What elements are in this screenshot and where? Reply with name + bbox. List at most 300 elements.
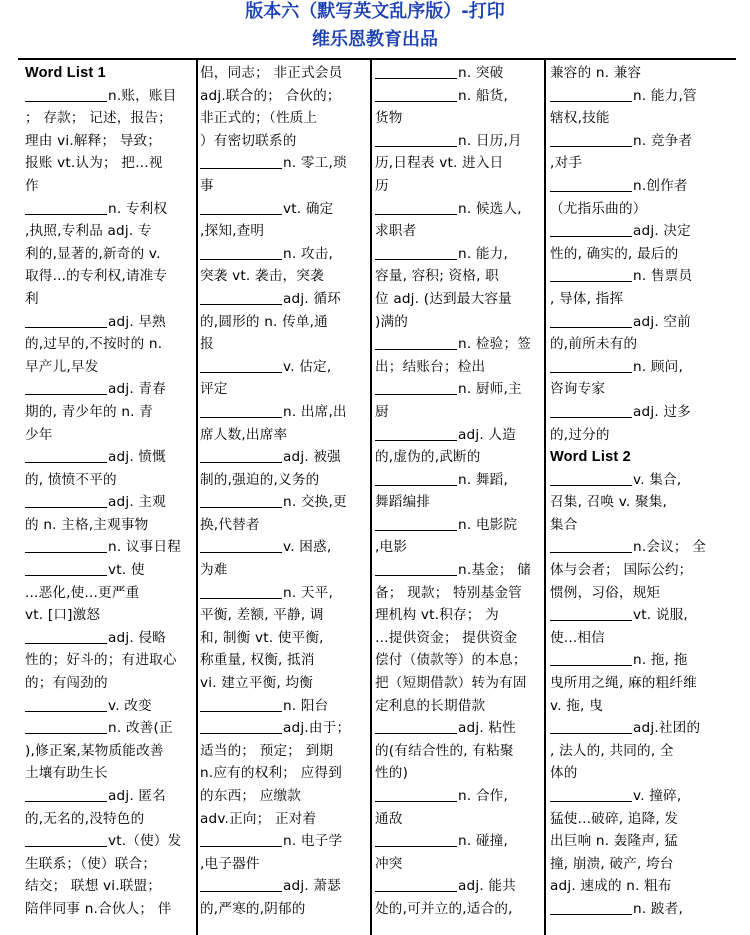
line-text: n. 跛者, — [633, 900, 683, 917]
answer-blank — [375, 877, 457, 892]
line-text: vt.（使）发 — [108, 833, 182, 850]
line-text: 期的, 青少年的 n. 青 — [25, 403, 153, 420]
line-text: 的；有闯劲的 — [25, 675, 108, 692]
definition-line — [25, 808, 193, 831]
answer-blank — [200, 493, 282, 508]
line-text: n.创作者 — [633, 177, 688, 194]
definition-line — [375, 649, 541, 672]
answer-blank — [550, 606, 632, 621]
definition-line — [25, 220, 193, 243]
line-text: 处的,可并立的,适合的, — [375, 900, 513, 917]
vocab-entry — [25, 378, 193, 401]
vocab-entry — [25, 717, 193, 740]
line-text: 的,无名的,没特色的 — [25, 810, 145, 827]
definition-line — [550, 491, 720, 514]
definition-line — [375, 107, 541, 130]
line-text: ...恶化,使...更严重 — [25, 584, 140, 601]
line-text: adj. 主观 — [108, 494, 166, 511]
line-text: adj. 决定 — [633, 223, 691, 240]
line-text: v. 改变 — [108, 697, 152, 714]
line-text: 辖权,技能 — [550, 110, 610, 127]
definition-line — [550, 198, 720, 221]
answer-blank — [25, 561, 107, 576]
line-text: ）有密切联系的 — [200, 132, 297, 149]
vocab-entry — [200, 491, 367, 514]
line-text: 作 — [25, 177, 39, 194]
vocab-entry — [375, 469, 541, 492]
line-text: n. 突破 — [458, 65, 504, 81]
definition-line — [375, 898, 541, 921]
line-text: 咨询专家 — [550, 381, 606, 398]
line-text: adj. 速成的 n. 粗布 — [550, 878, 672, 895]
line-text: 的,圆形的 n. 传单,通 — [200, 313, 328, 330]
line-text: 侣，同志； 非正式会员 — [200, 65, 343, 81]
vocab-entry — [200, 582, 367, 605]
answer-blank — [200, 200, 282, 215]
answer-blank — [550, 87, 632, 102]
line-text: 货物 — [375, 110, 403, 127]
line-text: ,电子器件 — [200, 855, 260, 872]
vocab-entry — [200, 536, 367, 559]
line-text: adj.社团的 — [633, 720, 701, 737]
vocab-entry — [375, 830, 541, 853]
line-text: 定利息的长期借款 — [375, 697, 486, 714]
answer-blank — [375, 245, 457, 260]
vocab-entry — [25, 785, 193, 808]
line-text: 的 n. 主格,主观事物 — [25, 516, 149, 533]
line-text: 的,过早的,不按时的 n. — [25, 336, 163, 353]
line-text: v. 撞碎, — [633, 788, 682, 804]
line-text: 称重量, 权衡, 抵消 — [200, 652, 315, 669]
line-text: 出巨响 n. 轰隆声, 猛 — [550, 833, 678, 850]
definition-line — [200, 898, 367, 921]
definition-line — [550, 582, 720, 605]
answer-blank — [25, 629, 107, 644]
answer-blank — [25, 380, 107, 395]
line-text: 历 — [375, 177, 389, 194]
vocab-entry — [550, 604, 720, 627]
line-text: 把（短期借款）转为有固 — [375, 675, 527, 692]
answer-blank — [550, 267, 632, 282]
answer-blank — [25, 493, 107, 508]
page-subtitle: 维乐恩教育出品 — [312, 29, 438, 50]
header-divider — [18, 58, 736, 60]
line-text: 使...相信 — [550, 629, 605, 646]
line-text: n. 检验；签 — [458, 336, 532, 353]
definition-line — [550, 243, 720, 266]
line-text: 的(有结合性的, 有粘聚 — [375, 742, 514, 759]
answer-blank — [25, 313, 107, 328]
definition-line — [200, 469, 367, 492]
definition-line — [200, 107, 367, 130]
answer-blank — [550, 222, 632, 237]
answer-blank — [25, 697, 107, 712]
line-text: n. 出席,出 — [283, 403, 347, 420]
definition-line — [200, 62, 367, 85]
line-text: 的东西； 应缴款 — [200, 788, 302, 804]
definition-line — [200, 649, 367, 672]
definition-line — [200, 762, 367, 785]
answer-blank — [25, 719, 107, 734]
answer-blank — [375, 64, 457, 79]
definition-line — [375, 808, 541, 831]
line-text: n. 拖, 拖 — [633, 652, 688, 669]
vocab-entry — [25, 85, 193, 108]
line-text: 容量, 容积; 资格, 职 — [375, 268, 499, 285]
answer-blank — [25, 832, 107, 847]
definition-line — [550, 695, 720, 718]
answer-blank — [375, 426, 457, 441]
line-text: ,执照,专利品 adj. 专 — [25, 223, 152, 240]
definition-line — [550, 559, 720, 582]
vocab-entry — [375, 875, 541, 898]
definition-line — [550, 672, 720, 695]
line-text: ,对手 — [550, 155, 583, 172]
vocab-entry — [200, 446, 367, 469]
answer-blank — [550, 900, 632, 915]
line-text: 的,虚伪的,武断的 — [375, 449, 481, 466]
definition-line — [550, 424, 720, 447]
definition-line — [25, 107, 193, 130]
definition-line — [375, 356, 541, 379]
definition-line — [25, 649, 193, 672]
line-text: ,探知,查明 — [200, 223, 265, 240]
vocab-entry — [375, 198, 541, 221]
definition-line — [25, 740, 193, 763]
answer-blank — [375, 87, 457, 102]
line-text: 兼容的 n. 兼容 — [550, 65, 642, 81]
definition-line — [25, 333, 193, 356]
line-text: 性的；好斗的；有进取心 — [25, 652, 177, 669]
word-column-4 — [550, 62, 720, 935]
line-text: ),修正案,某物质能改善 — [25, 742, 164, 759]
line-text: 偿付（债款等）的本息； — [375, 652, 527, 669]
definition-line — [550, 875, 720, 898]
definition-line — [200, 220, 367, 243]
vocab-entry — [550, 898, 720, 921]
vocab-entry — [375, 559, 541, 582]
vocab-entry — [25, 830, 193, 853]
vocab-entry — [200, 717, 367, 740]
answer-blank — [200, 403, 282, 418]
vocab-entry — [550, 85, 720, 108]
line-text: adj. 青春 — [108, 381, 166, 398]
line-text: n. 攻击, — [283, 245, 333, 262]
answer-blank — [375, 380, 457, 395]
line-text: n. 能力,管 — [633, 87, 697, 104]
line-text: 陪伴同事 n.合伙人； 伴 — [25, 900, 172, 917]
line-text: 曳所用之绳, 麻的粗纤维 — [550, 675, 697, 692]
word-column-3 — [375, 62, 541, 935]
line-text: 的,过分的 — [550, 426, 610, 443]
definition-line — [375, 672, 541, 695]
answer-blank — [200, 538, 282, 553]
definition-line — [550, 378, 720, 401]
definition-line — [200, 424, 367, 447]
definition-line — [200, 853, 367, 876]
vocab-entry — [375, 62, 541, 85]
line-text: 土壤有助生长 — [25, 765, 108, 782]
answer-blank — [550, 787, 632, 802]
answer-blank — [375, 132, 457, 147]
line-text: n. 厨师,主 — [458, 381, 522, 398]
vocab-entry — [550, 130, 720, 153]
definition-line — [25, 175, 193, 198]
line-text: adj. 过多 — [633, 403, 691, 420]
line-text: 事 — [200, 177, 214, 194]
line-text: adj.由于； — [283, 720, 351, 737]
line-text: 结交； 联想 vi.联盟； — [25, 878, 162, 895]
vocab-entry — [375, 333, 541, 356]
line-text: 报账 vt.认为； 把…视 — [25, 155, 163, 172]
line-text: n. 能力, — [458, 245, 508, 262]
answer-blank — [25, 87, 107, 102]
answer-blank — [25, 200, 107, 215]
vocab-entry — [375, 717, 541, 740]
line-text: v. 困惑, — [283, 539, 332, 556]
definition-line — [25, 582, 193, 605]
line-text: Word List 1 — [25, 65, 106, 81]
answer-blank — [200, 697, 282, 712]
definition-line — [25, 265, 193, 288]
definition-line — [25, 288, 193, 311]
line-text: 换,代替者 — [200, 516, 260, 533]
answer-blank — [550, 313, 632, 328]
vocab-entry — [25, 627, 193, 650]
definition-line — [550, 762, 720, 785]
line-text: 猛使...破碎, 追降, 发 — [550, 810, 679, 827]
answer-blank — [200, 719, 282, 734]
definition-line — [25, 424, 193, 447]
line-text: n. 日历,月 — [458, 132, 522, 149]
answer-blank — [200, 245, 282, 260]
definition-line — [375, 265, 541, 288]
answer-blank — [200, 154, 282, 169]
vocab-entry — [550, 356, 720, 379]
line-text: n. 专利权 — [108, 200, 168, 217]
line-text: adj. 空前 — [633, 313, 691, 330]
definition-line — [550, 830, 720, 853]
vocab-entry — [25, 311, 193, 334]
answer-blank — [375, 471, 457, 486]
answer-blank — [375, 200, 457, 215]
answer-blank — [375, 787, 457, 802]
line-text: 和, 制衡 vt. 使平衡, — [200, 629, 324, 646]
definition-line — [200, 514, 367, 537]
answer-blank — [550, 538, 632, 553]
definition-line — [550, 62, 720, 85]
column-divider — [196, 60, 198, 935]
definition-line — [200, 130, 367, 153]
line-text: 早产儿,早发 — [25, 358, 99, 375]
line-text: 利的,显著的,新奇的 v. — [25, 245, 161, 262]
line-text: vt. [口]激怒 — [25, 607, 101, 624]
line-text: n. 天平, — [283, 584, 333, 601]
definition-line — [25, 875, 193, 898]
answer-blank — [550, 177, 632, 192]
line-text: 集合 — [550, 516, 578, 533]
definition-line — [375, 762, 541, 785]
vocab-entry — [550, 785, 720, 808]
answer-blank — [375, 832, 457, 847]
answer-blank — [25, 787, 107, 802]
vocab-entry — [25, 695, 193, 718]
answer-blank — [375, 516, 457, 531]
line-text: vi. 建立平衡, 均衡 — [200, 675, 314, 692]
line-text: 席人数,出席率 — [200, 426, 288, 443]
line-text: 突袭 vt. 袭击，突袭 — [200, 268, 324, 285]
line-text: 通敌 — [375, 810, 403, 827]
word-list-heading — [25, 62, 193, 85]
line-text: adj. 能共 — [458, 878, 516, 895]
line-text: 平衡, 差额, 平静, 调 — [200, 607, 324, 624]
line-text: adv.正向； 正对着 — [200, 810, 317, 827]
definition-line — [375, 604, 541, 627]
definition-line — [375, 582, 541, 605]
definition-line — [200, 808, 367, 831]
definition-line — [375, 152, 541, 175]
line-text: 体与会者； 国际公约； — [550, 562, 693, 579]
vocab-entry — [200, 695, 367, 718]
line-text: 备； 现款； 特别基金管 — [375, 584, 522, 601]
line-text: )满的 — [375, 313, 409, 330]
line-text: n.应有的权利； 应得到 — [200, 765, 343, 782]
vocab-entry — [550, 649, 720, 672]
definition-line — [375, 311, 541, 334]
answer-blank — [550, 132, 632, 147]
definition-line — [200, 85, 367, 108]
definition-line — [25, 152, 193, 175]
line-text: vt. 确定 — [283, 200, 334, 217]
definition-line — [200, 311, 367, 334]
definition-line — [375, 175, 541, 198]
line-text: adj.联合的； 合伙的； — [200, 87, 341, 104]
line-text: 召集, 召唤 v. 聚集, — [550, 494, 668, 511]
definition-line — [25, 672, 193, 695]
vocab-entry — [550, 717, 720, 740]
line-text: n. 交换,更 — [283, 494, 347, 511]
line-text: , 法人的, 共同的, 全 — [550, 742, 674, 759]
line-text: n. 售票员 — [633, 268, 693, 285]
vocab-entry — [550, 536, 720, 559]
definition-line — [25, 356, 193, 379]
line-text: n. 竞争者 — [633, 132, 693, 149]
definition-line — [25, 762, 193, 785]
vocab-entry — [550, 265, 720, 288]
vocab-entry — [25, 491, 193, 514]
line-text: n. 候选人, — [458, 200, 522, 217]
answer-blank — [200, 448, 282, 463]
line-text: 评定 — [200, 381, 228, 398]
vocab-entry — [25, 198, 193, 221]
answer-blank — [200, 358, 282, 373]
definition-line — [25, 514, 193, 537]
line-text: v. 拖, 曳 — [550, 697, 603, 714]
line-text: adj. 人造 — [458, 426, 516, 443]
vocab-entry — [200, 198, 367, 221]
definition-line — [550, 288, 720, 311]
vocab-entry — [375, 785, 541, 808]
column-divider — [544, 60, 546, 935]
vocab-entry — [25, 446, 193, 469]
page-title: 版本六（默写英文乱序版）-打印 — [245, 1, 505, 22]
definition-line — [375, 401, 541, 424]
line-text: 报 — [200, 336, 214, 353]
definition-line — [550, 514, 720, 537]
line-text: n. 碰撞, — [458, 833, 508, 850]
vocab-entry — [200, 243, 367, 266]
line-text: n. 船货, — [458, 87, 508, 104]
definition-line — [550, 740, 720, 763]
vocab-entry — [375, 243, 541, 266]
definition-line — [375, 446, 541, 469]
word-column-2 — [200, 62, 367, 935]
line-text: 性的) — [375, 765, 409, 782]
definition-line — [200, 333, 367, 356]
answer-blank — [375, 719, 457, 734]
vocab-entry — [25, 536, 193, 559]
line-text: n.会议； 全 — [633, 539, 707, 556]
vocab-entry — [200, 875, 367, 898]
line-text: 厨 — [375, 403, 389, 420]
definition-line — [375, 695, 541, 718]
vocab-entry — [550, 220, 720, 243]
line-text: 惯例，习俗，规矩 — [550, 584, 661, 601]
line-text: n. 电子学 — [283, 833, 343, 850]
definition-line — [375, 491, 541, 514]
definition-line — [200, 265, 367, 288]
line-text: 历,日程表 vt. 进入日 — [375, 155, 504, 172]
page-header — [0, 0, 750, 52]
line-text: 性的, 确实的, 最后的 — [550, 245, 679, 262]
vocab-entry — [550, 311, 720, 334]
line-text: 冲突 — [375, 855, 403, 872]
line-text: adj. 早熟 — [108, 313, 166, 330]
vocab-entry — [25, 559, 193, 582]
vocab-entry — [200, 288, 367, 311]
answer-blank — [200, 584, 282, 599]
column-divider — [370, 60, 372, 935]
definition-line — [200, 604, 367, 627]
line-text: n.账，账目 — [108, 87, 177, 104]
vocab-entry — [375, 514, 541, 537]
vocab-entry — [550, 401, 720, 424]
answer-blank — [200, 290, 282, 305]
line-text: n. 零工,琐 — [283, 155, 347, 172]
vocab-entry — [200, 830, 367, 853]
line-text: …提供资金； 提供资金 — [375, 629, 518, 646]
line-text: ； 存款； 记述，报告； — [25, 110, 172, 127]
vocab-entry — [375, 85, 541, 108]
line-text: n. 议事日程 — [108, 539, 182, 556]
definition-line — [25, 130, 193, 153]
definition-line — [200, 785, 367, 808]
line-text: 为难 — [200, 562, 228, 579]
line-text: , 导体, 指挥 — [550, 290, 624, 307]
line-text: vt. 使 — [108, 562, 145, 579]
definition-line — [200, 627, 367, 650]
answer-blank — [550, 651, 632, 666]
definition-line — [550, 152, 720, 175]
definition-line — [25, 401, 193, 424]
line-text: n. 舞蹈, — [458, 471, 508, 488]
answer-blank — [375, 561, 457, 576]
line-text: 适当的； 预定； 到期 — [200, 742, 334, 759]
definition-line — [25, 604, 193, 627]
answer-blank — [25, 538, 107, 553]
answer-blank — [550, 358, 632, 373]
line-text: adj. 匿名 — [108, 788, 166, 804]
